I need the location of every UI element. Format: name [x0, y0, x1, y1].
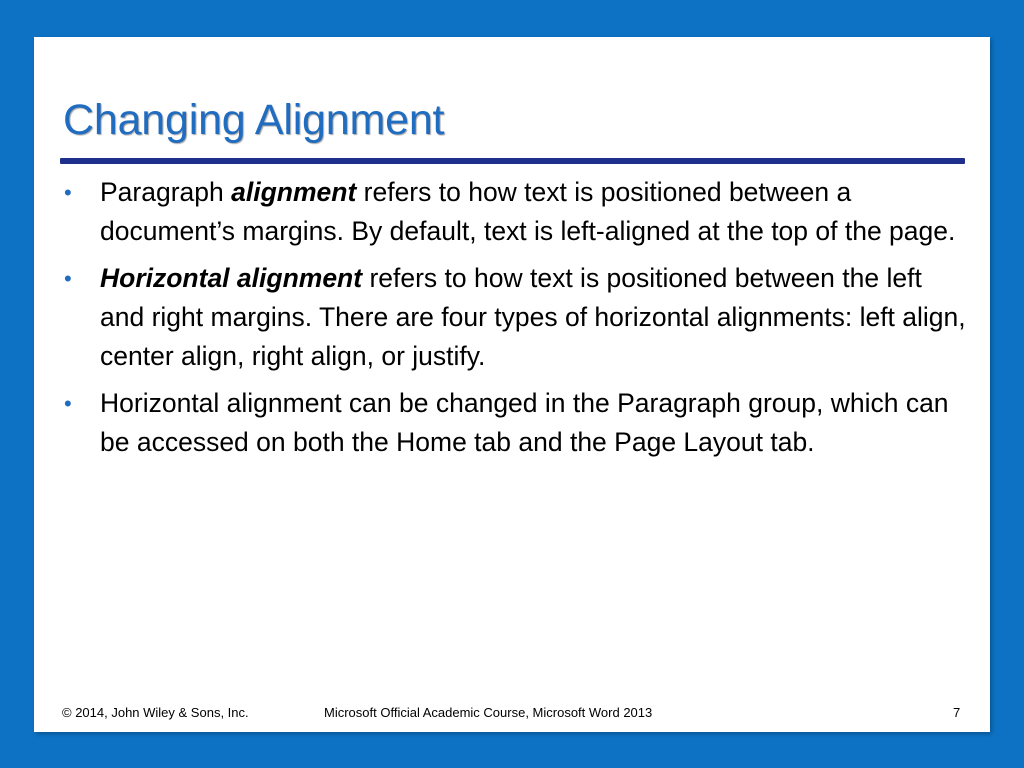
- bullet-text-before: Paragraph: [100, 177, 232, 207]
- bullet-dot-icon: •: [64, 391, 72, 416]
- bullet-text-before: Horizontal alignment can be changed in the Paragraph group, which can be accessed on both the Home tab and the Page Layout tab.: [100, 388, 949, 457]
- slide-page-number: 7: [953, 705, 961, 720]
- title-underline-rule: [60, 158, 965, 164]
- bullet-text-after: refers to how text is positioned between a document’s margins. By default, text is left-aligned at the top of the page.: [100, 177, 956, 246]
- bullet-dot-icon: •: [64, 266, 72, 291]
- slide: [34, 37, 990, 732]
- bullet-list: [64, 173, 970, 470]
- bullet-dot-icon: •: [64, 180, 72, 205]
- bullet-item: [64, 384, 970, 462]
- bullet-item: [64, 259, 970, 376]
- footer-copyright: © 2014, John Wiley & Sons, Inc.: [62, 705, 249, 720]
- footer-course-title: Microsoft Official Academic Course, Microsoft Word 2013: [324, 705, 653, 720]
- bullet-text-after: refers to how text is positioned between the left and right margins. There are four types of horizontal alignments: left align, center align, right align, or justify.: [100, 263, 966, 371]
- bullet-emphasis: alignment: [231, 177, 357, 207]
- slide-title: Changing Alignment: [63, 96, 445, 144]
- bullet-emphasis: Horizontal alignment: [100, 263, 363, 293]
- bullet-item: [64, 173, 970, 251]
